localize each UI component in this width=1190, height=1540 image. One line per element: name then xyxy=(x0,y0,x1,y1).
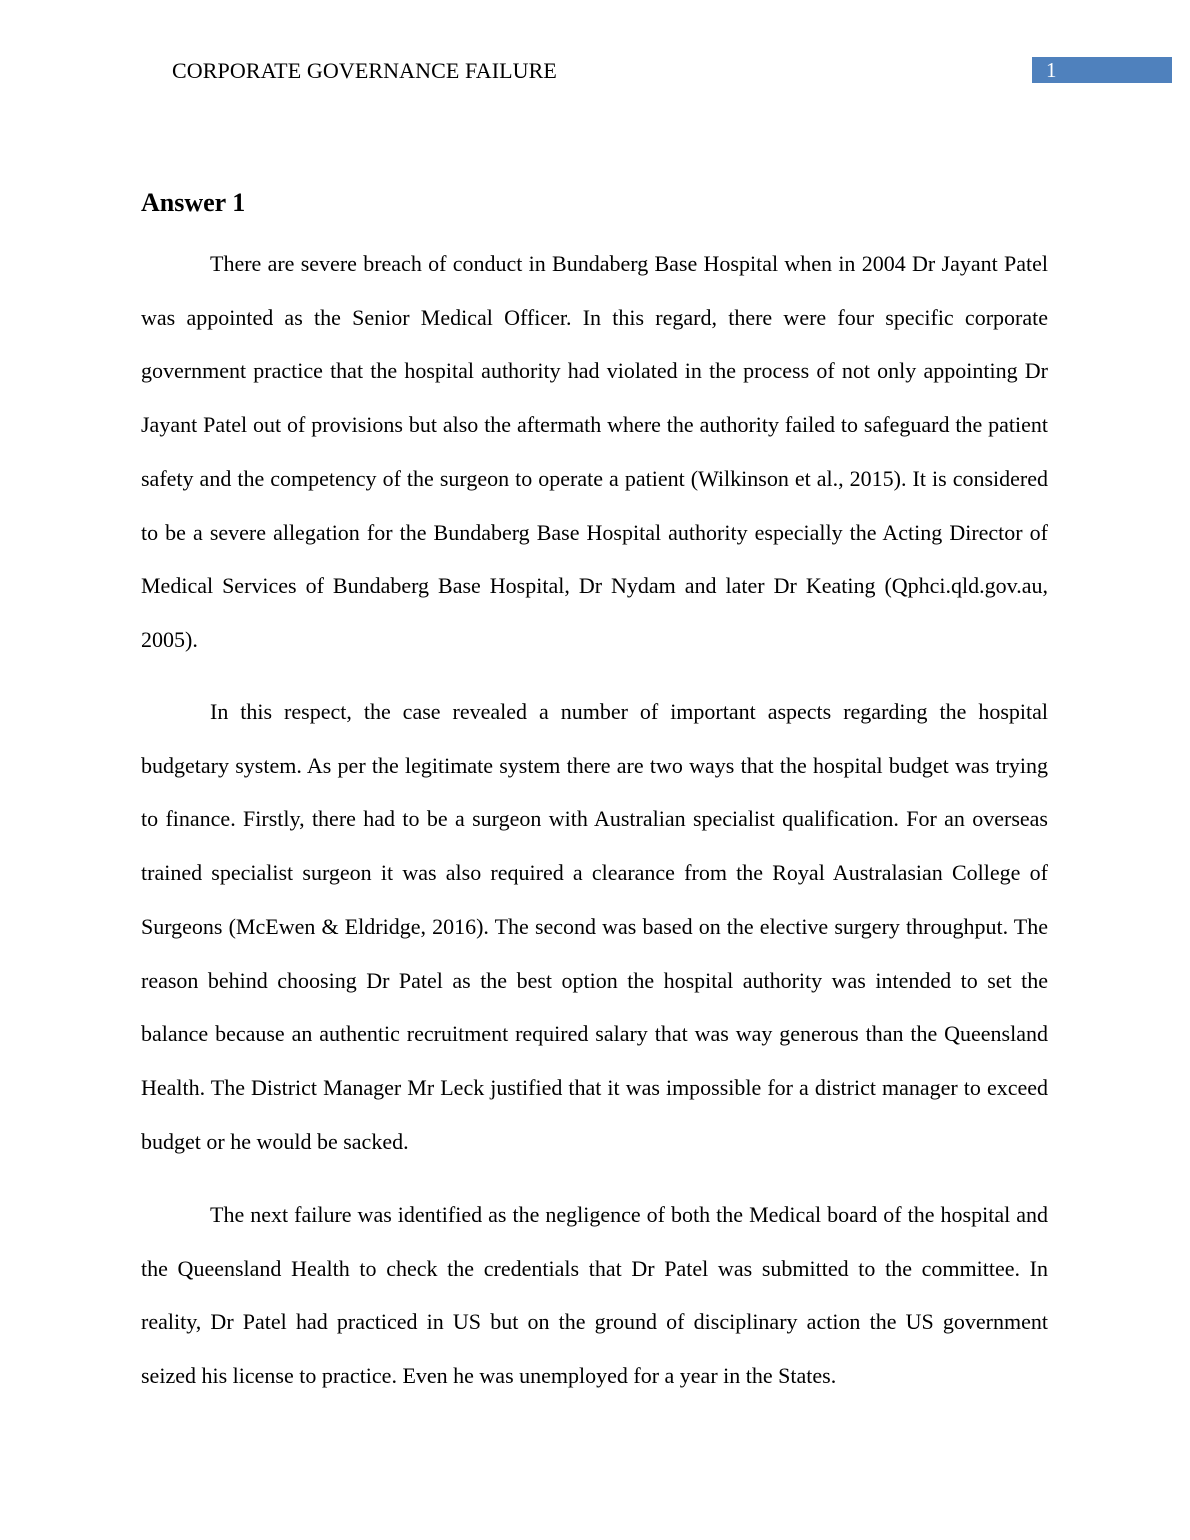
body-paragraph-2: In this respect, the case revealed a number of important aspects regarding the hospital budgetary system. As per the legitimate system there are two ways that the hospital budget was trying to finance. Firstly, there had to be a surgeon with Australian specialist qualification. For an overseas trained specialist surgeon it was also required a clearance from the Royal Australasian College of Surgeons (McEwen & Eldridge, 2016). The second was based on the elective surgery throughput. The reason behind choosing Dr Patel as the best option the hospital authority was intended to set the balance because an authentic recruitment required salary that was way generous than the Queensland Health. The District Manager Mr Leck justified that it was impossible for a district manager to exceed budget or he would be sacked. xyxy=(141,699,1048,1154)
body-paragraph-1: There are severe breach of conduct in Bundaberg Base Hospital when in 2004 Dr Jayant Patel was appointed as the Senior Medical Officer. In this regard, there were four specific corporate government practice that the hospital authority had violated in the process of not only appointing Dr Jayant Patel out of provisions but also the aftermath where the authority failed to safeguard the patient safety and the competency of the surgeon to operate a patient (Wilkinson et al., 2015). It is considered to be a severe allegation for the Bundaberg Base Hospital authority especially the Acting Director of Medical Services of Bundaberg Base Hospital, Dr Nydam and later Dr Keating (Qphci.qld.gov.au, 2005). xyxy=(141,251,1048,652)
body-paragraph-3: The next failure was identified as the negligence of both the Medical board of the hospital and the Queensland Health to check the credentials that Dr Patel was submitted to the committee. In reality, Dr Patel had practiced in US but on the ground of disciplinary action the US government seized his license to practice. Even he was unemployed for a year in the States. xyxy=(141,1202,1048,1389)
page-number: 1 xyxy=(1032,57,1172,83)
section-heading: Answer 1 xyxy=(141,188,246,217)
running-head: CORPORATE GOVERNANCE FAILURE xyxy=(172,58,557,83)
